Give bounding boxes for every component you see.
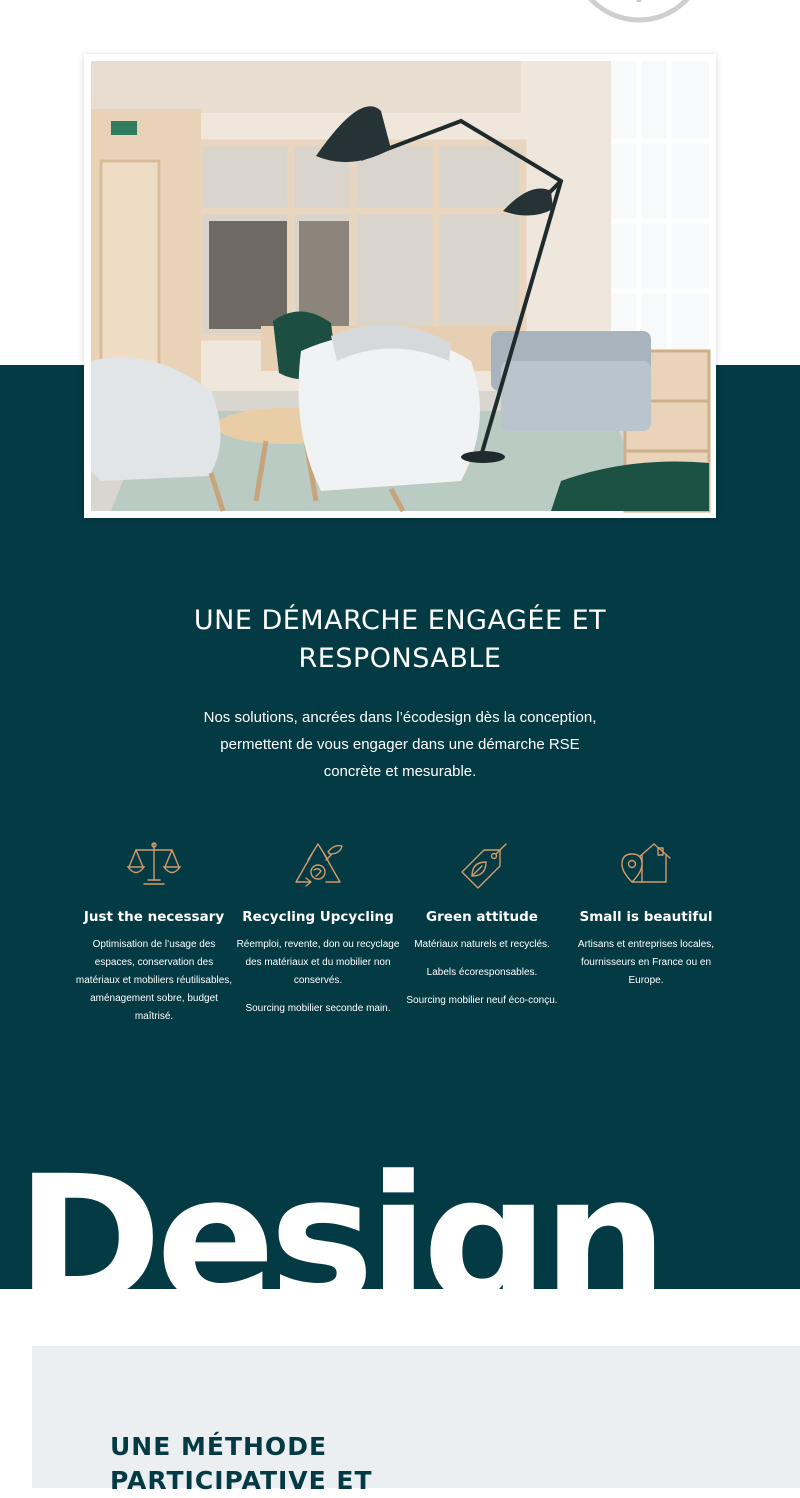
feature-text: Sourcing mobilier seconde main.: [245, 1003, 391, 1014]
feature-green-attitude: [400, 840, 564, 1020]
leaf-tag-icon: [454, 840, 510, 890]
feature-text: Artisans et entreprises locales, fournisseurs en France ou en Europe.: [577, 939, 715, 986]
recycle-leaf-icon: [290, 840, 346, 890]
decorative-circle-icon: [568, 0, 710, 22]
local-house-pin-icon: [618, 840, 674, 890]
feature-recycling-upcycling: [236, 840, 400, 1028]
feature-small-is-beautiful: [564, 840, 728, 1000]
feature-title: Recycling Upcycling: [242, 909, 394, 925]
feature-text: Matériaux naturels et recyclés.: [414, 939, 550, 950]
feature-title: Small is beautiful: [579, 909, 713, 925]
commitment-intro: Nos solutions, ancrées dans l’écodesign dès la conception, permettent de vous engager dans une démarche RSE concrète et mesurable.: [203, 709, 597, 780]
method-heading-line-2: PARTICIPATIVE ET: [110, 1466, 373, 1495]
feature-text: Sourcing mobilier neuf éco-conçu.: [406, 995, 558, 1006]
feature-title: Just the necessary: [83, 909, 225, 925]
method-heading-line-1: UNE MÉTHODE: [110, 1432, 328, 1461]
design-word-text: Design: [16, 1138, 662, 1343]
design-watermark-word: [16, 1138, 662, 1343]
commitment-heading: UNE DÉMARCHE ENGAGÉE ET RESPONSABLE: [193, 605, 607, 674]
office-lounge-illustration: [91, 61, 709, 511]
scales-icon: [126, 840, 182, 890]
hero-image-frame: [84, 54, 716, 518]
office-lounge-photo: [91, 61, 709, 511]
feature-title: Green attitude: [426, 909, 538, 925]
method-section: [32, 1346, 800, 1495]
feature-text: Optimisation de l’usage des espaces, conservation des matériaux et mobiliers réutilisables, aménagement sobre, budget maîtrisé.: [75, 939, 233, 1022]
feature-grid: [72, 840, 732, 1060]
method-heading: [110, 1430, 510, 1498]
feature-just-the-necessary: [72, 840, 236, 1036]
feature-text: Labels écoresponsables.: [426, 967, 538, 978]
feature-text: Réemploi, revente, don ou recyclage des matériaux et du mobilier non conservés.: [236, 939, 400, 986]
